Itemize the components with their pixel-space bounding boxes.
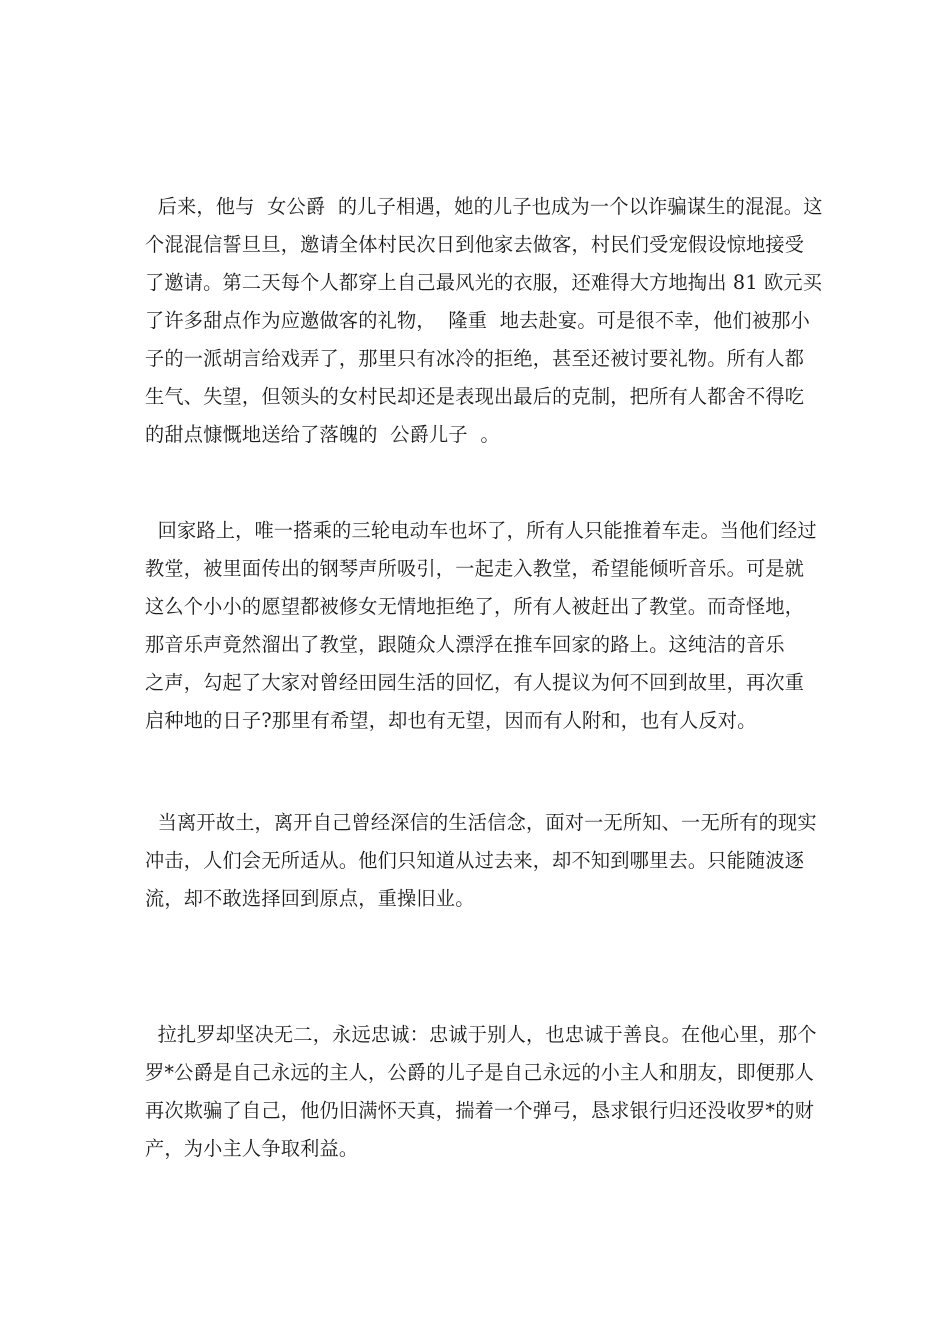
- text-line: 之声，勾起了大家对曾经田园生活的回忆，有人提议为何不回到故里，再次重: [145, 671, 805, 694]
- text-line: 那音乐声竟然溜出了教堂，跟随众人漂浮在推车回家的路上。这纯洁的音乐: [145, 633, 785, 656]
- text-line: 拉扎罗却坚决无二，永远忠诚：忠诚于别人，也忠诚于善良。在他心里，那个: [145, 1023, 817, 1046]
- paragraph-4: [145, 1016, 817, 1168]
- text-line: 的甜点慷慨地送给了落魄的 公爵儿子 。: [145, 423, 500, 446]
- text-line: 生气、失望，但领头的女村民却还是表现出最后的克制，把所有人都舍不得吃: [145, 385, 805, 408]
- text-line: 启种地的日子?那里有希望，却也有无望，因而有人附和，也有人反对。: [145, 709, 757, 732]
- text-line: 个混混信誓旦旦，邀请全体村民次日到他家去做客，村民们受宠假设惊地接受: [145, 233, 805, 256]
- text-line: 再次欺骗了自己，他仍旧满怀天真，揣着一个弹弓，恳求银行归还没收罗*的财: [145, 1099, 814, 1122]
- paragraph-3: [145, 804, 817, 918]
- text-line: 产，为小主人争取利益。: [145, 1137, 359, 1160]
- text-line: 了许多甜点作为应邀做客的礼物， 隆重 地去赴宴。可是很不幸，他们被那小: [145, 309, 810, 332]
- text-line: 罗*公爵是自己永远的主人，公爵的儿子是自己永远的小主人和朋友，即便那人: [145, 1061, 814, 1084]
- text-line: 流，却不敢选择回到原点，重操旧业。: [145, 887, 475, 910]
- text-line: 了邀请。第二天每个人都穿上自己最风光的衣服，还难得大方地掏出 81 欧元买: [145, 271, 823, 294]
- paragraph-1: [145, 188, 823, 454]
- text-line: 这么个小小的愿望都被修女无情地拒绝了，所有人被赶出了教堂。而奇怪地，: [145, 595, 805, 618]
- text-line: 冲击，人们会无所适从。他们只知道从过去来，却不知到哪里去。只能随波逐: [145, 849, 805, 872]
- text-line: 后来，他与 女公爵 的儿子相遇，她的儿子也成为一个以诈骗谋生的混混。这: [145, 195, 823, 218]
- text-line: 子的一派胡言给戏弄了，那里只有冰冷的拒绝，甚至还被讨要礼物。所有人都: [145, 347, 805, 370]
- paragraph-2: [145, 512, 817, 740]
- text-line: 教堂，被里面传出的钢琴声所吸引，一起走入教堂，希望能倾听音乐。可是就: [145, 557, 805, 580]
- text-line: 当离开故土，离开自己曾经深信的生活信念，面对一无所知、一无所有的现实: [145, 811, 817, 834]
- text-line: 回家路上，唯一搭乘的三轮电动车也坏了，所有人只能推着车走。当他们经过: [145, 519, 817, 542]
